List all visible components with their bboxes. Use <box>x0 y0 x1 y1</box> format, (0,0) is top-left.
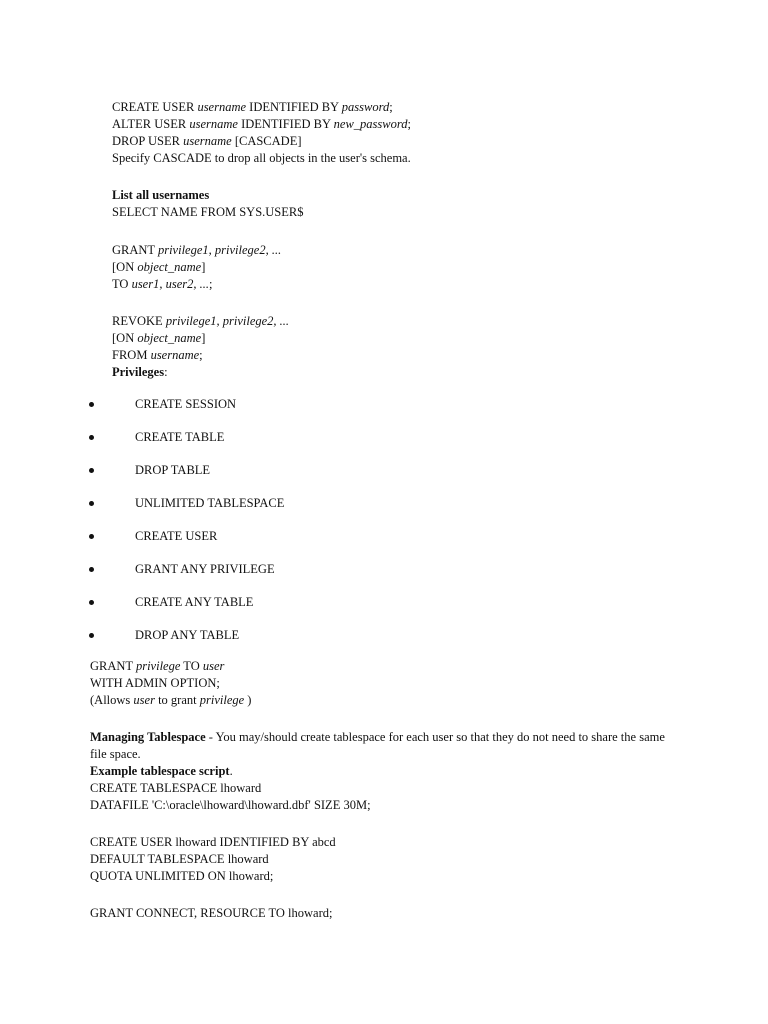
privileges-heading-label: Privileges <box>112 365 165 379</box>
privilege-name: UNLIMITED TABLESPACE <box>135 496 285 510</box>
grant-syntax-line <box>112 242 281 259</box>
grant-keyword: GRANT <box>112 243 158 257</box>
revoke-keyword: REVOKE <box>112 314 166 328</box>
script-line: CREATE USER lhoward IDENTIFIED BY abcd <box>90 835 336 849</box>
privilege-placeholder: privilege <box>199 693 245 707</box>
create-user-syntax <box>112 99 393 116</box>
privilege-placeholder: privilege <box>135 659 181 673</box>
admin-option-note <box>90 692 251 709</box>
privilege-item <box>0 462 768 479</box>
bracket-close: ] <box>201 331 206 345</box>
statement-terminator: ; <box>389 100 393 114</box>
privilege-item <box>0 561 768 578</box>
tablespace-description: - You may/should create tablespace for each user so that they do not need to share the same <box>205 730 665 744</box>
grant-keyword: GRANT <box>90 659 136 673</box>
privilege-name: CREATE USER <box>135 529 218 543</box>
privilege-name: CREATE ANY TABLE <box>135 595 254 609</box>
example-script-label: Example tablespace script <box>90 764 230 778</box>
create-user-keyword: CREATE USER <box>112 100 198 114</box>
tablespace-description-continued: file space. <box>90 747 141 761</box>
privilege-item <box>0 594 768 611</box>
privilege-item <box>0 495 768 512</box>
username-placeholder: username <box>150 348 200 362</box>
object-name-placeholder: object_name <box>137 260 202 274</box>
admin-option-line <box>90 658 224 675</box>
identified-by-keyword: IDENTIFIED BY <box>246 100 342 114</box>
privilege-item <box>0 528 768 545</box>
statement-terminator: ; <box>209 277 213 291</box>
privilege-item <box>0 396 768 413</box>
password-placeholder: password <box>341 100 390 114</box>
note-text: to grant <box>154 693 200 707</box>
note-text: ) <box>244 693 252 707</box>
bracket-close: ] <box>201 260 206 274</box>
admin-option-line: WITH ADMIN OPTION; <box>90 676 220 690</box>
user-placeholder: user <box>202 659 225 673</box>
example-script-period: . <box>229 764 233 778</box>
object-name-placeholder: object_name <box>137 331 202 345</box>
bullet-marker <box>89 600 94 605</box>
privileges-heading-colon: : <box>164 365 168 379</box>
privilege-item <box>0 627 768 644</box>
drop-user-syntax <box>112 133 302 150</box>
user-placeholder: user <box>133 693 155 707</box>
cascade-option: [CASCADE] <box>231 134 302 148</box>
privileges-heading <box>112 364 168 381</box>
script-line: QUOTA UNLIMITED ON lhoward; <box>90 869 274 883</box>
from-keyword: FROM <box>112 348 151 362</box>
on-keyword: [ON <box>112 260 138 274</box>
bullet-marker <box>89 435 94 440</box>
bullet-marker <box>89 468 94 473</box>
alter-user-syntax <box>112 116 411 133</box>
new-password-placeholder: new_password <box>333 117 408 131</box>
statement-terminator: ; <box>407 117 411 131</box>
on-keyword: [ON <box>112 331 138 345</box>
statement-terminator: ; <box>199 348 203 362</box>
list-usernames-heading: List all usernames <box>112 188 210 202</box>
username-placeholder: username <box>197 100 247 114</box>
grant-syntax-line <box>112 259 205 276</box>
revoke-syntax-line <box>112 313 289 330</box>
to-keyword: TO <box>112 277 132 291</box>
username-placeholder: username <box>189 117 238 131</box>
privilege-item <box>0 429 768 446</box>
cascade-note: Specify CASCADE to drop all objects in the user's schema. <box>112 151 411 165</box>
bullet-marker <box>89 501 94 506</box>
alter-user-keyword: ALTER USER <box>112 117 190 131</box>
tablespace-heading: Managing Tablespace <box>90 730 206 744</box>
username-placeholder: username <box>183 134 232 148</box>
privilege-list-placeholder: privilege1, privilege2, ... <box>165 314 290 328</box>
drop-user-keyword: DROP USER <box>112 134 184 148</box>
bullet-marker <box>89 534 94 539</box>
identified-by-keyword: IDENTIFIED BY <box>237 117 334 131</box>
tablespace-paragraph <box>90 729 665 746</box>
privilege-name: CREATE TABLE <box>135 430 225 444</box>
bullet-marker <box>89 402 94 407</box>
privilege-list-placeholder: privilege1, privilege2, ... <box>157 243 282 257</box>
bullet-marker <box>89 567 94 572</box>
user-list-placeholder: user1, user2, ... <box>131 277 209 291</box>
privilege-name: DROP TABLE <box>135 463 211 477</box>
privilege-name: DROP ANY TABLE <box>135 628 240 642</box>
note-text: (Allows <box>90 693 134 707</box>
revoke-syntax-line <box>112 347 203 364</box>
grant-syntax-line <box>112 276 212 293</box>
bullet-marker <box>89 633 94 638</box>
script-line: DATAFILE 'C:\oracle\lhoward\lhoward.dbf' SIZE 30M; <box>90 798 371 812</box>
revoke-syntax-line <box>112 330 205 347</box>
script-line: DEFAULT TABLESPACE lhoward <box>90 852 269 866</box>
privilege-name: CREATE SESSION <box>135 397 237 411</box>
privilege-name: GRANT ANY PRIVILEGE <box>135 562 275 576</box>
example-script-heading <box>90 763 233 780</box>
list-usernames-query: SELECT NAME FROM SYS.USER$ <box>112 205 304 219</box>
script-line: CREATE TABLESPACE lhoward <box>90 781 262 795</box>
script-line: GRANT CONNECT, RESOURCE TO lhoward; <box>90 906 333 920</box>
to-keyword: TO <box>180 659 203 673</box>
